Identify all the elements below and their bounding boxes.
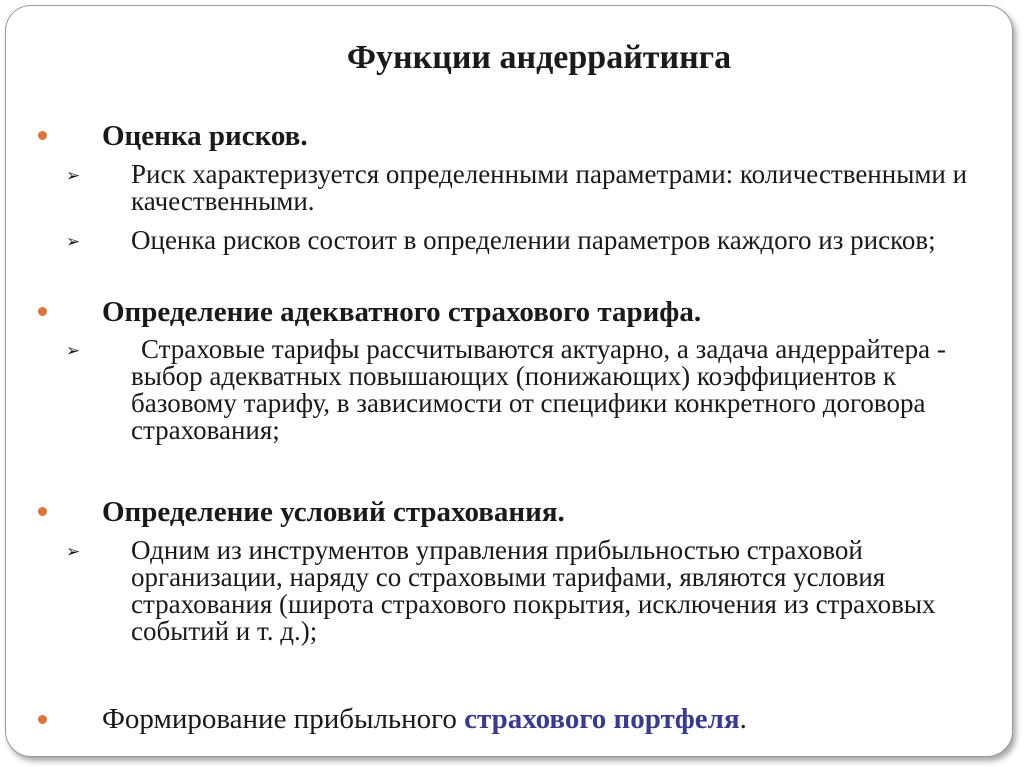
item-heading-portfolio xyxy=(102,703,747,735)
subitem-tariff-calculation: Страховые тарифы рассчитываются актуарно, а задача андеррайтера - выбор адекватных повышающих (понижающих) коэффициентов к базовому тарифу, в зависимости от специфики конкретного договора страхования; xyxy=(131,334,946,445)
bullet-dot-icon xyxy=(38,131,47,140)
item-heading-conditions: Определение условий страхования. xyxy=(102,496,565,528)
portfolio-text: Формирование прибыльного xyxy=(102,703,465,735)
arrow-bullet-icon: ➢ xyxy=(66,341,81,361)
portfolio-highlight-link[interactable]: страхового портфеля xyxy=(464,703,740,735)
bullet-dot-icon xyxy=(38,307,47,316)
arrow-bullet-icon: ➢ xyxy=(66,232,81,252)
bullet-dot-icon xyxy=(38,715,47,724)
arrow-bullet-icon: ➢ xyxy=(66,166,81,186)
subitem-risk-parameters: Риск характеризуется определенными параметрами: количественными и качественными. xyxy=(131,159,968,216)
arrow-bullet-icon: ➢ xyxy=(66,542,81,562)
item-heading-risk-assessment: Оценка рисков. xyxy=(102,120,308,152)
subitem-conditions-profitability: Одним из инструментов управления прибыльностью страховой организации, наряду со страховыми тарифами, являются условия страхования (широта страхового покрытия, исключения из страховых событий и т. д.); xyxy=(131,535,936,646)
slide-title: Функции андеррайтинга xyxy=(346,39,732,76)
item-heading-tariff: Определение адекватного страхового тарифа. xyxy=(102,296,702,328)
bullet-dot-icon xyxy=(38,507,47,516)
portfolio-period: . xyxy=(739,703,747,735)
subitem-risk-evaluation: Оценка рисков состоит в определении параметров каждого из рисков; xyxy=(131,225,936,255)
